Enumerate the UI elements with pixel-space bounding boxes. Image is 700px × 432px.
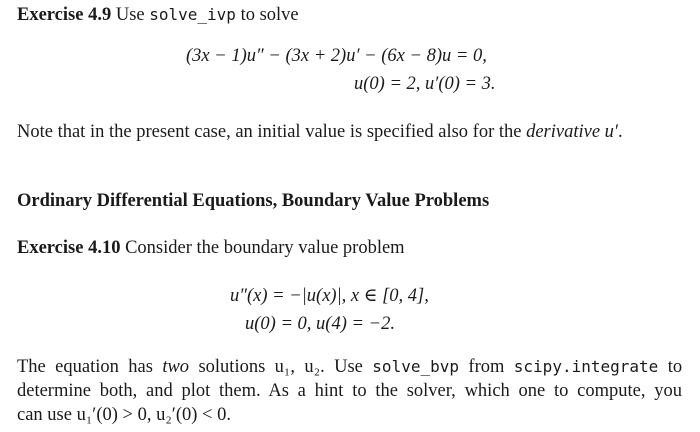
equation-bvp-line2: u(0) = 0, u(4) = −2. bbox=[245, 314, 395, 334]
exercise-4-9-intro: Use bbox=[115, 5, 145, 25]
exercise-4-10-line bbox=[17, 237, 405, 259]
para-text-a: The equation has bbox=[17, 357, 153, 377]
note-text: Note that in the present case, an initial value is specified also for the bbox=[17, 122, 522, 142]
equation-bvp-line1: u″(x) = −|u(x)|, x ∈ [0, 4], bbox=[230, 286, 429, 306]
para-emph-two: two bbox=[162, 357, 190, 377]
note-end: . bbox=[617, 122, 623, 142]
paragraph-line-2: determine both, and plot them. As a hint to the solver, which one to compute, you bbox=[17, 381, 682, 401]
exercise-4-9-tail: to solve bbox=[240, 5, 299, 25]
para-text-g: to bbox=[667, 357, 683, 377]
exercise-4-10-text: Consider the boundary value problem bbox=[125, 238, 405, 258]
section-title: Ordinary Differential Equations, Boundary Value Problems bbox=[17, 191, 490, 211]
scipy-integrate-code: scipy.integrate bbox=[513, 357, 659, 376]
paragraph-line-1 bbox=[17, 356, 682, 378]
exercise-4-9-line bbox=[17, 4, 299, 26]
paragraph-line-3: can use u₁′(0) > 0, u₂′(0) < 0. bbox=[17, 405, 231, 425]
note-paragraph bbox=[17, 121, 623, 143]
para-text-c: solutions u₁, u₂. Use bbox=[198, 357, 363, 377]
equation-ivp-line1: (3x − 1)u″ − (3x + 2)u′ − (6x − 8)u = 0, bbox=[186, 46, 487, 66]
note-emphasis: derivative u′ bbox=[526, 122, 618, 142]
solve-bvp-code: solve_bvp bbox=[372, 357, 459, 376]
exercise-4-9-label: Exercise 4.9 bbox=[17, 5, 112, 25]
equation-ivp-line2: u(0) = 2, u′(0) = 3. bbox=[354, 74, 496, 94]
exercise-4-10-label: Exercise 4.10 bbox=[17, 238, 121, 258]
solve-ivp-code: solve_ivp bbox=[149, 5, 236, 24]
para-text-e: from bbox=[468, 357, 505, 377]
